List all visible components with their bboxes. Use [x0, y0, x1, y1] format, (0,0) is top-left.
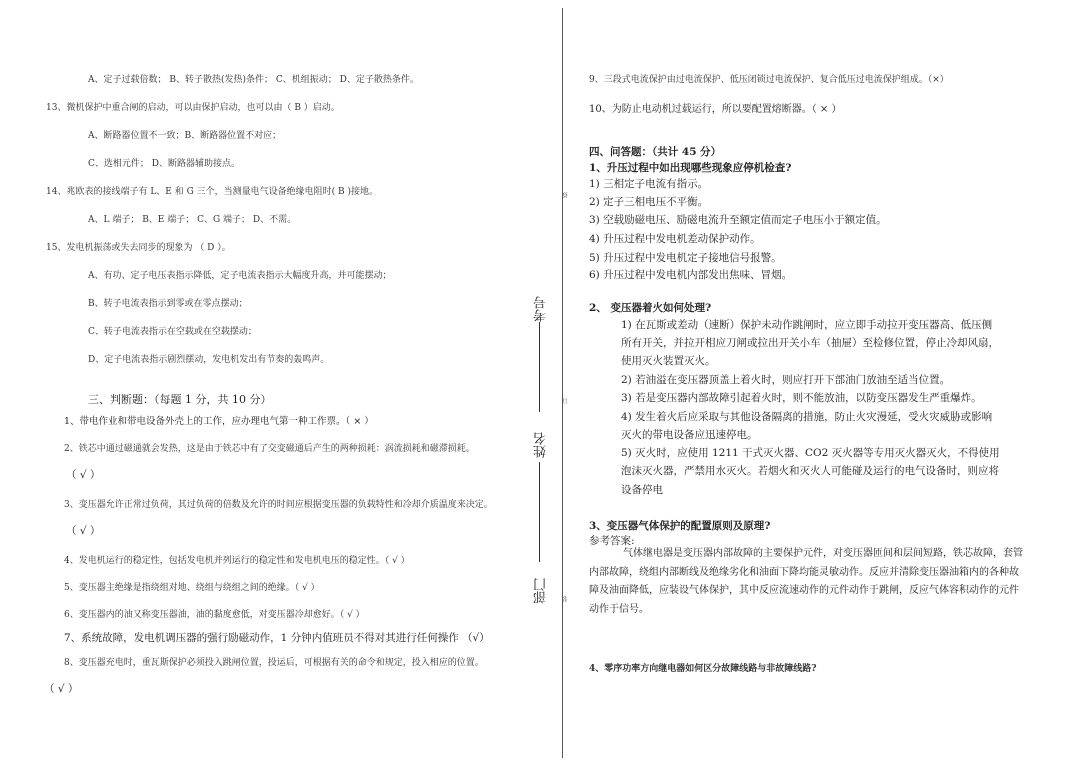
name-underline: [539, 462, 540, 562]
judge-3: 3、变压器允许正常过负荷，其过负荷的倍数及允许的时间应根据变压器的负载特性和冷却介质温度来决定。: [64, 500, 493, 510]
binding-order-mark: 订: [562, 398, 569, 404]
judge-6: 6、变压器内的油又称变压器油，油的黏度愈低，对变压器冷却愈好。（ √ ）: [64, 610, 365, 620]
qa2-item-4-line1: 4) 发生着火后应采取与其他设备隔离的措施，防止火灾漫延，受火灾威胁或影响: [621, 411, 993, 423]
judge-7: 7、系统故障，发电机调压器的强行励磁动作，1 分钟内值班员不得对其进行任何操作 （√）: [64, 632, 490, 644]
section3-title: 三、判断题：（每题 1 分，共 10 分）: [88, 393, 272, 406]
q13-stem: 13、微机保护中重合闸的启动，可以由保护启动，也可以由（ B ）启动。: [46, 103, 340, 113]
q15-option-b: B、转子电流表指示到零或在零点摆动；: [88, 299, 248, 309]
name-label: 姓名: [534, 432, 549, 458]
q15-option-c: C、转子电流表指示在空载或在空载摆动；: [88, 327, 257, 337]
judge-4: 4、发电机运行的稳定性，包括发电机并列运行的稳定性和发电机电压的稳定性。（ √ ）: [64, 556, 410, 566]
judge-8: 8、变压器充电时，重瓦斯保护必须投入跳闸位置，投运后，可根据有关的命令和规定，投入相应的位置。: [64, 658, 484, 668]
qa3-title: 3、变压器气体保护的配置原则及原理?: [589, 520, 771, 532]
binding-line-mark: 线: [562, 192, 569, 198]
judge-2: 2、铁芯中通过磁通就会发热，这是由于铁芯中有了交变磁通后产生的两种损耗：涡流损耗和磁滞损耗。: [64, 444, 475, 454]
qa2-item-3: 3) 若是变压器内部故障引起着火时，则不能放油，以防变压器发生严重爆炸。: [621, 392, 982, 404]
qa2-item-2: 2) 若油溢在变压器顶盖上着火时，则应打开下部油门放油至适当位置。: [621, 374, 951, 386]
q12-options: A、定子过载倍数； B、转子散热(发热)条件； C、机组振动； D、定子散热条件。: [88, 75, 419, 85]
qa4-title: 4、零序功率方向继电器如何区分故障线路与非故障线路?: [589, 664, 817, 674]
qa1-item-1: 1) 三相定子电流有指示。: [589, 178, 709, 190]
q14-options: A、L 端子； B、E 端子； C、G 端子； D、不需。: [88, 215, 297, 225]
qa3-reference-label: 参考答案:: [589, 535, 635, 547]
binding-line: [562, 8, 563, 758]
qa2-title: 2、 变压器着火如何处理?: [589, 302, 712, 314]
judge-3-answer: （ √ ）: [66, 525, 101, 537]
q13-options-cd: C、选相元件； D、断路器辅助接点。: [88, 159, 240, 169]
department-label: 部门: [534, 578, 549, 604]
qa2-item-4-line2: 灭火的带电设备应迅速停电。: [621, 429, 758, 441]
qa2-item-5-line3: 设备停电: [621, 484, 663, 496]
qa2-item-1-line1: 1) 在瓦斯或差动（速断）保护未动作跳闸时，应立即手动拉开变压器高、低压侧: [621, 319, 993, 331]
q15-stem: 15、发电机振荡或失去同步的现象为 （ D ）。: [46, 243, 231, 253]
qa2-item-1-line3: 使用灭火装置灭火。: [621, 355, 716, 367]
q15-option-d: D、定子电流表指示剧烈摆动，发电机发出有节奏的轰鸣声。: [88, 355, 330, 365]
qa1-item-6: 6) 升压过程中发电机内部发出焦味、冒烟。: [589, 269, 793, 281]
judge-8-answer: （ √ ）: [44, 683, 79, 695]
judge-10: 10、为防止电动机过载运行，所以要配置熔断器。（ × ）: [589, 104, 842, 115]
qa2-item-5-line2: 泡沫灭火器，严禁用水灭火。若烟火和灭火人可能碰及运行的电气设备时，则应将: [621, 465, 999, 477]
qa3-answer-body: 气体继电器是变压器内部故障的主要保护元件，对变压器匝间和层间短路，铁芯故障，套管内部故障，绕组内部断线及绝缘劣化和油面下降均能灵敏动作。反应并清除变压器油箱内的各种故障及油面降低，应装设气体保护，其中反应流速动作的元件动作于跳闸，反应气体容积动作的元件动作于信号。: [589, 548, 1023, 615]
qa1-item-2: 2) 定子三相电压不平衡。: [589, 196, 709, 208]
section4-title: 四、问答题：（共计 45 分）: [589, 146, 722, 158]
qa1-item-4: 4) 升压过程中发电机差动保护动作。: [589, 233, 761, 245]
qa2-item-5-line1: 5) 灭火时，应使用 1211 干式灭火器、CO2 灭火器等专用灭火器灭火，不得使用: [621, 447, 1000, 459]
q15-option-a: A、有功、定子电压表指示降低，定子电流表指示大幅度升高，并可能摆动；: [88, 271, 392, 281]
judge-2-answer: （ √ ）: [66, 469, 101, 481]
judge-9: 9、三段式电流保护由过电流保护、低压闭锁过电流保护、复合低压过电流保护组成。（×）: [589, 75, 949, 85]
qa1-title: 1、升压过程中如出现哪些现象应停机检查?: [589, 162, 792, 174]
q13-options-ab: A、断路器位置不一致；B、断路器位置不对应；: [88, 131, 282, 141]
exam-number-label: 考号: [534, 296, 549, 322]
qa2-item-1-line2: 所有开关，并拉开相应刀闸或拉出开关小车（抽屉）至检修位置，停止冷却风扇，: [621, 337, 999, 349]
exam-number-underline: [539, 322, 540, 412]
binding-mount-mark: 装: [562, 596, 569, 602]
qa1-item-5: 5) 升压过程中发电机定子接地信号报警。: [589, 252, 782, 264]
judge-1: 1、带电作业和带电设备外壳上的工作，应办理电气第一种工作票。（ × ）: [64, 416, 374, 427]
q14-stem: 14、兆欧表的接线端子有 L、E 和 G 三个，当测量电气设备绝缘电阻时( B )接地。: [46, 187, 378, 197]
judge-5: 5、变压器主绝缘是指绕组对地、绕组与绕组之间的绝缘。（ √ ）: [64, 583, 320, 593]
qa1-item-3: 3) 空载励磁电压、励磁电流升至额定值而定子电压小于额定值。: [589, 214, 887, 226]
